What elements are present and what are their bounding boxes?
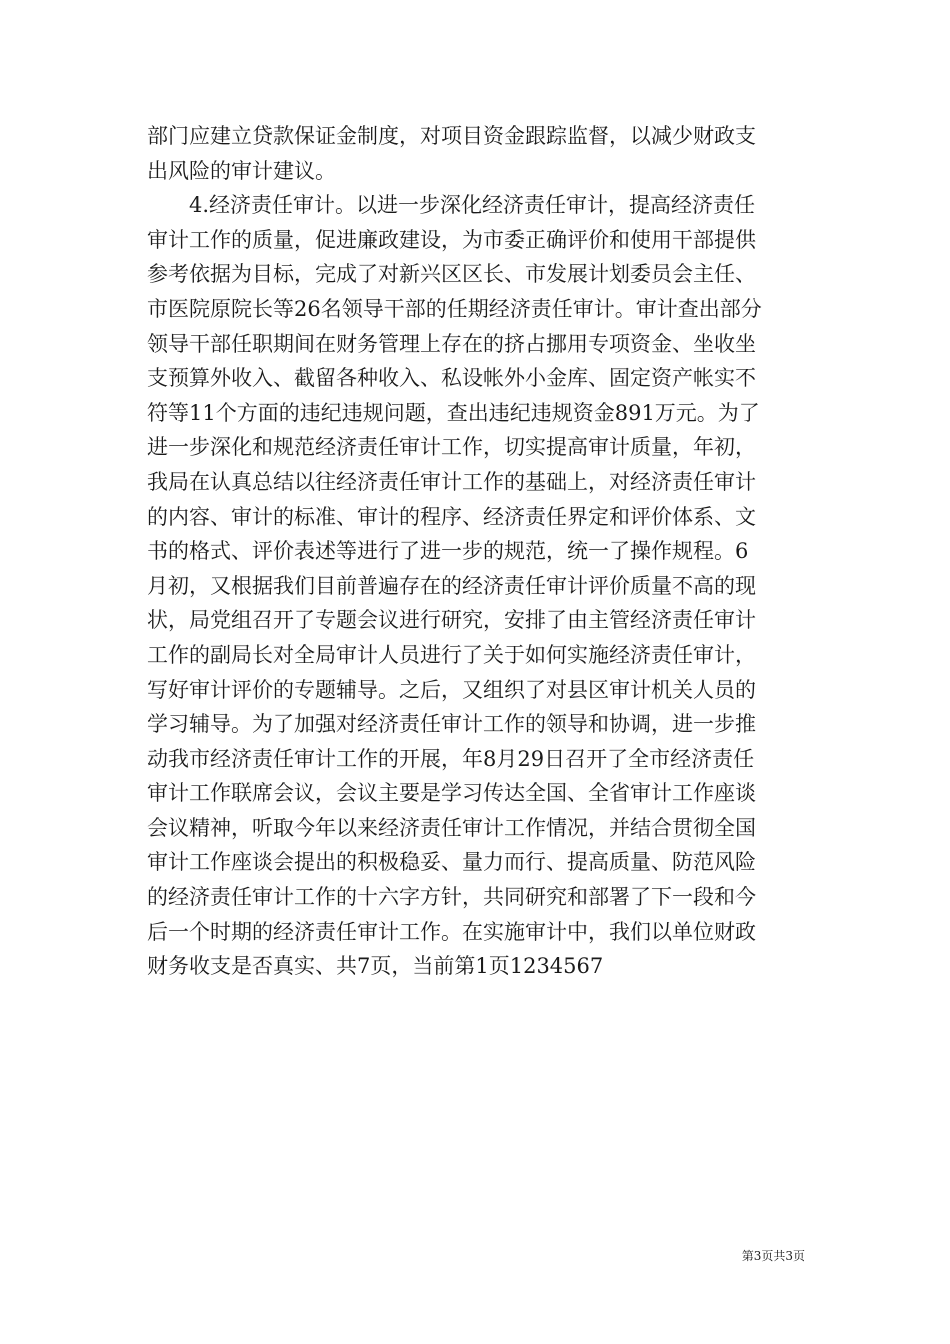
text-line: 审计工作座谈会提出的积极稳妥、量力而行、提高质量、防范风险	[147, 850, 756, 875]
text-line: 进一步深化和规范经济责任审计工作，切实提高审计质量，年初，	[147, 435, 756, 460]
text-line: 领导干部任职期间在财务管理上存在的挤占挪用专项资金、坐收坐	[147, 331, 756, 356]
text-line: 市医院原院长等26名领导干部的任期经济责任审计。审计查出部分	[147, 296, 762, 321]
text-line: 学习辅导。为了加强对经济责任审计工作的领导和协调，进一步推	[147, 712, 756, 737]
text-line: 财务收支是否真实、共7页，当前第1页1234567	[147, 954, 604, 979]
text-line: 动我市经济责任审计工作的开展，年8月29日召开了全市经济责任	[147, 746, 755, 771]
text-line: 我局在认真总结以往经济责任审计工作的基础上，对经济责任审计	[147, 469, 756, 494]
text-line: 审计工作联席会议，会议主要是学习传达全国、全省审计工作座谈	[147, 781, 756, 806]
body-text	[147, 119, 807, 984]
text-line: 审计工作的质量，促进廉政建设，为市委正确评价和使用干部提供	[147, 227, 756, 252]
text-line: 工作的副局长对全局审计人员进行了关于如何实施经济责任审计，	[147, 642, 756, 667]
text-line: 会议精神，听取今年以来经济责任审计工作情况，并结合贯彻全国	[147, 815, 756, 840]
text-line: 参考依据为目标，完成了对新兴区区长、市发展计划委员会主任、	[147, 262, 756, 287]
text-line: 的经济责任审计工作的十六字方针，共同研究和部署了下一段和今	[147, 885, 756, 910]
text-line: 的内容、审计的标准、审计的程序、经济责任界定和评价体系、文	[147, 504, 756, 529]
text-line: 写好审计评价的专题辅导。之后，又组织了对县区审计机关人员的	[147, 677, 756, 702]
text-line: 后一个时期的经济责任审计工作。在实施审计中，我们以单位财政	[147, 919, 756, 944]
text-line: 符等11个方面的违纪违规问题，查出违纪违规资金891万元。为了	[147, 400, 760, 425]
text-line: 状，局党组召开了专题会议进行研究，安排了由主管经济责任审计	[147, 608, 756, 633]
text-line: 支预算外收入、截留各种收入、私设帐外小金库、固定资产帐实不	[147, 366, 756, 391]
text-line: 月初，又根据我们目前普遍存在的经济责任审计评价质量不高的现	[147, 573, 756, 598]
text-line: 4.经济责任审计。以进一步深化经济责任审计，提高经济责任	[189, 193, 756, 218]
text-line: 书的格式、评价表述等进行了进一步的规范，统一了操作规程。6	[147, 539, 749, 564]
page-footer: 第3页共3页	[741, 1249, 805, 1263]
text-line: 出风险的审计建议。	[147, 158, 336, 183]
text-line: 部门应建立贷款保证金制度，对项目资金跟踪监督，以减少财政支	[147, 124, 756, 148]
